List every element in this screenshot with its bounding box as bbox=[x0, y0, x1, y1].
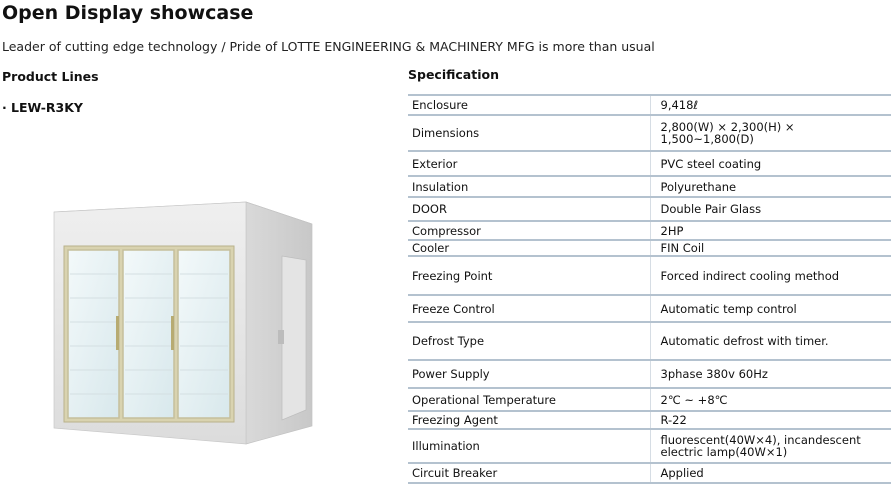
spec-value: 2℃ ~ +8℃ bbox=[650, 388, 891, 411]
spec-label: Power Supply bbox=[408, 360, 650, 388]
table-row bbox=[408, 256, 891, 295]
table-row bbox=[408, 360, 891, 388]
table-row bbox=[408, 429, 891, 463]
spec-label: Enclosure bbox=[408, 95, 650, 115]
spec-value: 9,418ℓ bbox=[650, 95, 891, 115]
spec-label: Freezing Agent bbox=[408, 411, 650, 429]
table-row bbox=[408, 115, 891, 151]
spec-label: Cooler bbox=[408, 240, 650, 256]
spec-value: fluorescent(40W×4), incandescent electric lamp(40W×1) bbox=[650, 429, 891, 463]
product-line-label: LEW-R3KY bbox=[11, 100, 83, 115]
page-title: Open Display showcase bbox=[2, 2, 254, 24]
refrigerated-showcase-image bbox=[50, 198, 320, 448]
spec-label: Dimensions bbox=[408, 115, 650, 151]
table-row bbox=[408, 411, 891, 429]
specification-heading: Specification bbox=[408, 67, 499, 82]
table-row bbox=[408, 197, 891, 221]
spec-value: 3phase 380v 60Hz bbox=[650, 360, 891, 388]
spec-value: Double Pair Glass bbox=[650, 197, 891, 221]
bullet-icon: · bbox=[2, 100, 7, 115]
spec-label: Exterior bbox=[408, 151, 650, 176]
spec-label: Defrost Type bbox=[408, 322, 650, 360]
spec-value: FIN Coil bbox=[650, 240, 891, 256]
table-row bbox=[408, 388, 891, 411]
spec-label: Compressor bbox=[408, 221, 650, 240]
spec-value: Polyurethane bbox=[650, 176, 891, 197]
spec-value: 2HP bbox=[650, 221, 891, 240]
spec-label: Insulation bbox=[408, 176, 650, 197]
product-lines-heading: Product Lines bbox=[2, 69, 99, 84]
spec-value: PVC steel coating bbox=[650, 151, 891, 176]
spec-value: Applied bbox=[650, 463, 891, 483]
spec-label: DOOR bbox=[408, 197, 650, 221]
spec-value: Automatic temp control bbox=[650, 295, 891, 322]
product-line-item[interactable] bbox=[2, 100, 83, 115]
table-row bbox=[408, 221, 891, 240]
table-row bbox=[408, 322, 891, 360]
spec-value: 2,800(W) × 2,300(H) × 1,500~1,800(D) bbox=[650, 115, 891, 151]
spec-value: R-22 bbox=[650, 411, 891, 429]
spec-label: Freezing Point bbox=[408, 256, 650, 295]
table-row bbox=[408, 95, 891, 115]
spec-value: Automatic defrost with timer. bbox=[650, 322, 891, 360]
spec-label: Operational Temperature bbox=[408, 388, 650, 411]
spec-label: Illumination bbox=[408, 429, 650, 463]
table-row bbox=[408, 295, 891, 322]
page-subtitle: Leader of cutting edge technology / Pride of LOTTE ENGINEERING & MACHINERY MFG is more than usual bbox=[2, 39, 655, 54]
table-row bbox=[408, 176, 891, 197]
specification-table bbox=[408, 94, 891, 484]
spec-label: Freeze Control bbox=[408, 295, 650, 322]
table-row bbox=[408, 151, 891, 176]
spec-label: Circuit Breaker bbox=[408, 463, 650, 483]
spec-value: Forced indirect cooling method bbox=[650, 256, 891, 295]
table-row bbox=[408, 463, 891, 483]
table-row bbox=[408, 240, 891, 256]
